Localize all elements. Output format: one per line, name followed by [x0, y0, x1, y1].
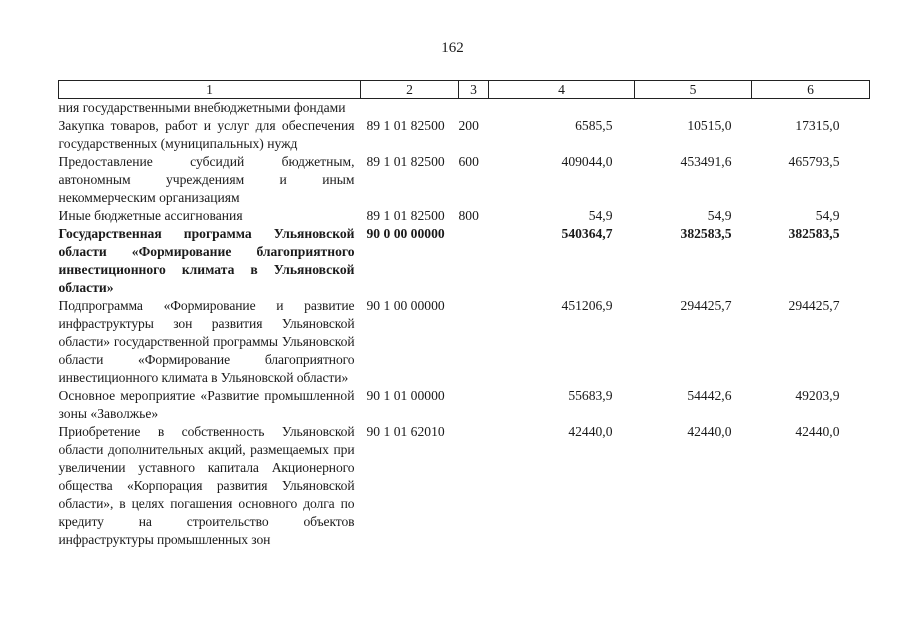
- row-expense-type: [459, 387, 489, 423]
- page-number: 162: [441, 40, 464, 56]
- row-value-col6: 42440,0: [795, 424, 840, 439]
- table-row-program: [59, 225, 870, 297]
- row-code: 89 1 01 82500: [366, 118, 445, 133]
- row-name: ния государственными внебюджетными фондами: [58, 100, 346, 115]
- row-expense-type: [459, 225, 489, 297]
- table-header: [59, 81, 870, 99]
- row-value-col4: 451206,9: [561, 298, 613, 313]
- row-value-col5: 54,9: [707, 208, 732, 223]
- row-value-col4: 6585,5: [575, 118, 613, 133]
- row-value-col5: 294425,7: [680, 298, 732, 313]
- row-value-col5: 453491,6: [680, 154, 732, 169]
- row-value-col5: 42440,0: [687, 424, 732, 439]
- header-col-2: 2: [361, 81, 459, 99]
- row-code: 90 0 00 00000: [366, 226, 445, 241]
- row-name: Подпрограмма «Формирование и развитие инфраструктуры зон развития Ульяновской области» государственной программы Ульяновской области «Формирование благоприятного инвестиционного климата в Ульяновской области»: [58, 298, 355, 385]
- table-row: [59, 297, 870, 387]
- row-value-col5: 382583,5: [680, 226, 732, 241]
- row-name: Приобретение в собственность Ульяновской области дополнительных акций, размещаемых при увеличении уставного капитала Акционерного общества «Корпорация развития Ульяновской области», в целях погашения основного долга по кредиту на строительство объектов инфраструктуры промышленных зон: [58, 424, 355, 547]
- row-expense-type: 200: [458, 118, 479, 133]
- row-value-col4: 540364,7: [561, 226, 613, 241]
- row-name: Основное мероприятие «Развитие промышленной зоны «Заволжье»: [58, 388, 355, 421]
- row-expense-type: 800: [458, 208, 479, 223]
- table-row: [59, 117, 870, 153]
- row-value-col6: 17315,0: [795, 118, 840, 133]
- row-value-col6: 54,9: [815, 208, 840, 223]
- row-code: 89 1 01 82500: [366, 208, 445, 223]
- row-value-col4: 409044,0: [561, 154, 613, 169]
- row-code: 90 1 00 00000: [366, 298, 445, 313]
- row-value-col6: 49203,9: [795, 388, 840, 403]
- budget-table: [58, 80, 870, 549]
- table-row: [59, 423, 870, 549]
- row-value-col6: [752, 99, 870, 118]
- row-expense-type: [459, 297, 489, 387]
- header-col-5: 5: [635, 81, 752, 99]
- header-row: [59, 81, 870, 99]
- row-expense-type: [459, 423, 489, 549]
- row-name: Государственная программа Ульяновской области «Формирование благоприятного инвестиционного климата в Ульяновской области»: [58, 226, 355, 295]
- header-col-4: 4: [489, 81, 635, 99]
- row-value-col4: 42440,0: [568, 424, 613, 439]
- row-value-col4: 55683,9: [568, 388, 613, 403]
- header-col-1: 1: [59, 81, 361, 99]
- row-name: Иные бюджетные ассигнования: [58, 208, 243, 223]
- row-value-col6: 465793,5: [788, 154, 840, 169]
- table-row: [59, 153, 870, 207]
- row-code: 90 1 01 00000: [366, 388, 445, 403]
- row-code: 89 1 01 82500: [366, 154, 445, 169]
- table-row: [59, 99, 870, 118]
- header-col-3: 3: [459, 81, 489, 99]
- row-expense-type: 600: [458, 154, 479, 169]
- row-code: [361, 99, 459, 118]
- table-row: [59, 387, 870, 423]
- row-value-col4: [489, 99, 635, 118]
- row-value-col5: 10515,0: [687, 118, 732, 133]
- table-row: [59, 207, 870, 225]
- header-col-6: 6: [752, 81, 870, 99]
- row-name: Закупка товаров, работ и услуг для обеспечения государственных (муниципальных) нужд: [58, 118, 355, 151]
- row-value-col6: 294425,7: [788, 298, 840, 313]
- row-value-col6: 382583,5: [788, 226, 840, 241]
- row-value-col5: 54442,6: [687, 388, 732, 403]
- row-value-col5: [635, 99, 752, 118]
- row-value-col4: 54,9: [588, 208, 613, 223]
- row-expense-type: [459, 99, 489, 118]
- table-body: [59, 99, 870, 550]
- row-name: Предоставление субсидий бюджетным, автономным учреждениям и иным некоммерческим организациям: [58, 154, 355, 205]
- row-code: 90 1 01 62010: [366, 424, 445, 439]
